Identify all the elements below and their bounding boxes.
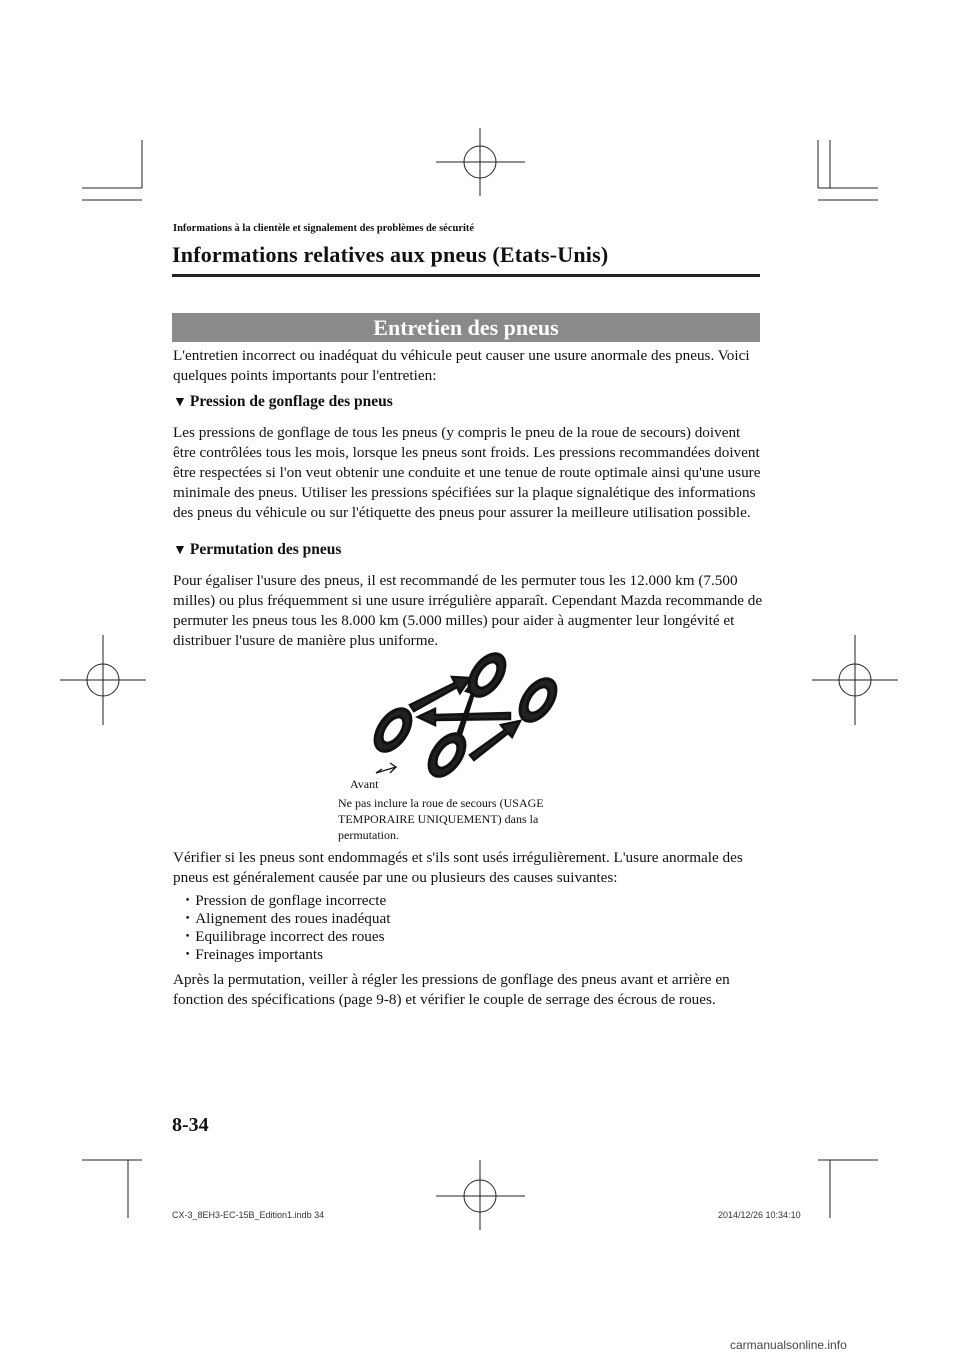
heading-text: Permutation des pneus — [189, 541, 342, 558]
front-label: Avant — [350, 777, 379, 791]
category-header: Informations à la clientèle et signalement des problèmes de sécurité — [173, 223, 475, 234]
triangle-icon: ▼ — [173, 543, 187, 558]
list-item: ・Alignement des roues inadéquat — [180, 910, 391, 927]
bullet-icon: ・ — [180, 928, 196, 945]
figure-caption: Ne pas inclure la roue de secours (USAGE TEMPORAIRE UNIQUEMENT) dans la permutation. — [338, 796, 544, 842]
heading-text: Pression de gonflage des pneus — [189, 393, 393, 410]
bullet-icon: ・ — [180, 892, 196, 909]
footer-timestamp: 2014/12/26 10:34:10 — [718, 1210, 801, 1220]
watermark: carmanualsonline.info — [730, 1338, 847, 1352]
section-banner: Entretien des pneus — [172, 313, 760, 342]
after-paragraph: Après la permutation, veiller à régler les pressions de gonflage des pneus avant et arrière en fonction des spécifications (page 9-8) et vérifier le couple de serrage des écrous de roues. — [173, 971, 730, 1008]
check-paragraph: Vérifier si les pneus sont endommagés et s'ils sont usés irrégulièrement. L'usure anormale des pneus est généralement causée par une ou plusieurs des causes suivantes: — [173, 849, 743, 886]
bullet-icon: ・ — [180, 910, 196, 927]
list-item: ・Freinages importants — [180, 946, 323, 963]
triangle-icon: ▼ — [173, 395, 187, 410]
list-item: ・Equilibrage incorrect des roues — [180, 928, 385, 945]
pressure-paragraph: Les pressions de gonflage de tous les pneus (y compris le pneu de la roue de secours) doivent être contrôlées tous les mois, lorsque les pneus sont froids. Les pressions recommandées doivent être respectées si l'on veut obtenir une conduite et une tenue de route optimale ainsi qu'une usure minimale des pneus. Utiliser les pressions spécifiées sur la plaque signalétique des informations des pneus du véhicule ou sur l'étiquette des pneus pour assurer la meilleure utilisation possible. — [173, 424, 761, 521]
front-arrow-icon — [376, 763, 396, 773]
footer-file: CX-3_8EH3-EC-15B_Edition1.indb 34 — [172, 1210, 325, 1220]
rotation-paragraph: Pour égaliser l'usure des pneus, il est recommandé de les permuter tous les 12.000 km (7.500 milles) ou plus fréquemment si une usure irrégulière apparaît. Cependant Mazda recommande de permuter les pneus tous les 8.000 km (5.000 milles) pour aider à augmenter leur longévité et distribuer l'usure de manière plus uniforme. — [173, 572, 763, 649]
title-divider — [172, 274, 760, 277]
bullet-icon: ・ — [180, 946, 196, 963]
subsection-heading-rotation — [173, 541, 341, 559]
intro-paragraph: L'entretien incorrect ou inadéquat du véhicule peut causer une usure anormale des pneus. Voici quelques points importants pour l'entretien: — [173, 347, 750, 384]
list-item: ・Pression de gonflage incorrecte — [180, 892, 387, 909]
tire-rotation-diagram — [360, 645, 590, 785]
subsection-heading-pressure — [173, 393, 393, 411]
page-title: Informations relatives aux pneus (Etats-Unis) — [172, 242, 609, 267]
page-number: 8-34 — [172, 1114, 209, 1136]
